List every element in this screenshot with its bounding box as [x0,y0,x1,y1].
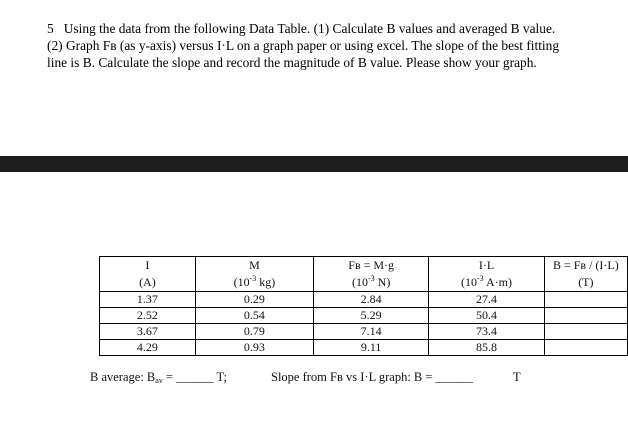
cell-b [544,340,627,356]
cell-b [544,292,627,308]
data-table [99,256,628,356]
slope-line: Slope from Fʙ vs I·L graph: B = ______ [271,370,474,384]
cell-mass: 0.29 [195,292,313,308]
header-force: Fʙ = M·g [314,257,429,275]
page-divider-bar [0,156,628,172]
cell-mass: 0.93 [195,340,313,356]
header-il: I·L [429,257,544,275]
unit-il: ($10^{-3}$ A·m) [429,274,544,292]
question-line-1: 5 Using the data from the following Data Table. (1) Calculate B values and averaged B value. [47,21,556,36]
unit-current: (A) [100,274,196,292]
cell-force: 5.29 [314,308,429,324]
header-b: B = Fʙ / (I·L) [544,257,627,275]
cell-current: 1.37 [100,292,196,308]
cell-current: 4.29 [100,340,196,356]
table-row [100,308,628,324]
cell-mass: 0.79 [195,324,313,340]
unit-force: ($10^{-3}$ N) [314,274,429,292]
question-number: 5 [47,21,54,36]
question-line-3: line is B. Calculate the slope and record the magnitude of B value. Please show your graph. [47,55,537,70]
cell-force: 7.14 [314,324,429,340]
cell-b [544,308,627,324]
cell-il: 85.8 [429,340,544,356]
header-current: I [100,257,196,275]
unit-b: (T) [544,274,627,292]
cell-force: 2.84 [314,292,429,308]
cell-force: 9.11 [314,340,429,356]
b-average-line: B average: $B_{av}$ = ______ T; [90,370,227,385]
cell-il: 27.4 [429,292,544,308]
slope-unit: T [513,370,521,384]
cell-il: 50.4 [429,308,544,324]
header-row-top [100,257,628,275]
cell-current: 3.67 [100,324,196,340]
table-row [100,292,628,308]
table-row [100,340,628,356]
cell-current: 2.52 [100,308,196,324]
table-row [100,324,628,340]
question-line-2: (2) Graph Fʙ (as y-axis) versus I·L on a graph paper or using excel. The slope of the best fitting [47,38,560,53]
header-row-units [100,274,628,292]
unit-mass: ($10^{-3}$ kg) [195,274,313,292]
question-text [47,20,612,71]
cell-il: 73.4 [429,324,544,340]
cell-mass: 0.54 [195,308,313,324]
cell-b [544,324,627,340]
header-mass: M [195,257,313,275]
